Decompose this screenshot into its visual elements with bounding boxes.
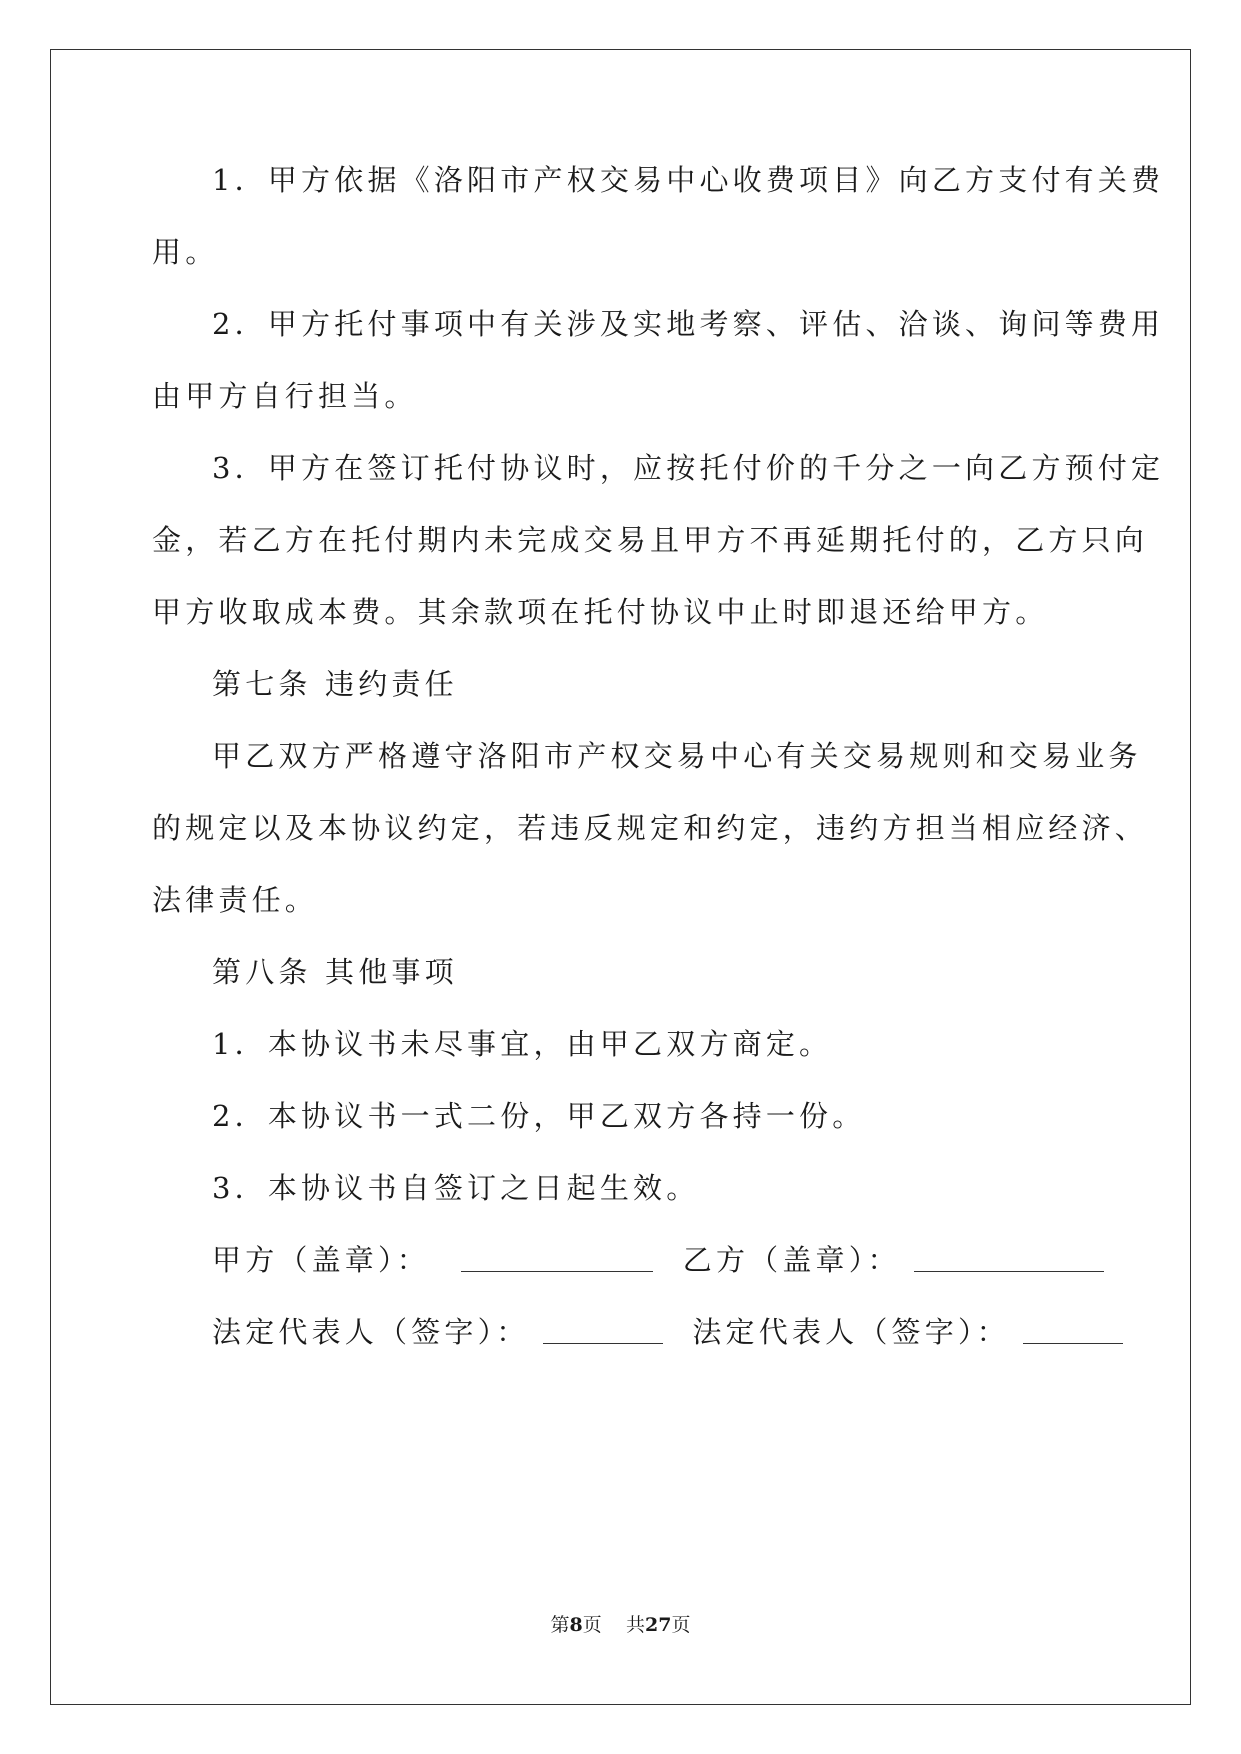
party-a-seal-blank	[461, 1243, 653, 1272]
total-prefix: 共	[625, 1614, 645, 1636]
representative-row	[212, 1312, 1123, 1352]
paragraph-line: 3．甲方在签订托付协议时，应按托付价的千分之一向乙方预付定	[212, 451, 1165, 485]
rep-b-label: 法定代表人（签字）：	[692, 1315, 1010, 1349]
page-frame	[50, 49, 1191, 1705]
paragraph-line: 甲乙双方严格遵守洛阳市产权交易中心有关交易规则和交易业务	[212, 739, 1142, 773]
rep-b-signature-blank	[1023, 1315, 1123, 1344]
party-b-seal-label: 乙方（盖章）：	[682, 1243, 901, 1277]
total-suffix: 页	[671, 1614, 691, 1636]
paragraph-line: 由甲方自行担当。	[152, 379, 418, 413]
paragraph-line: 的规定以及本协议约定，若违反规定和约定，违约方担当相应经济、	[152, 811, 1149, 845]
page-prefix: 第	[550, 1614, 570, 1636]
paragraph-line: 3．本协议书自签订之日起生效。	[212, 1171, 700, 1205]
paragraph-line: 金，若乙方在托付期内未完成交易且甲方不再延期托付的，乙方只向	[152, 523, 1149, 557]
page-footer	[0, 1610, 1241, 1637]
paragraph-line: 1．本协议书未尽事宜，由甲乙双方商定。	[212, 1027, 833, 1061]
paragraph-line: 甲方收取成本费。其余款项在托付协议中止时即退还给甲方。	[152, 595, 1049, 629]
page-suffix: 页	[582, 1614, 602, 1636]
paragraph-line: 1．甲方依据《洛阳市产权交易中心收费项目》向乙方支付有关费	[212, 163, 1165, 197]
paragraph-line: 2．甲方托付事项中有关涉及实地考察、评估、洽谈、询问等费用	[212, 307, 1165, 341]
total-pages: 27	[644, 1614, 672, 1636]
party-b-seal-blank	[914, 1243, 1104, 1272]
rep-a-label: 法定代表人（签字）：	[212, 1315, 530, 1349]
section-heading: 第八条 其他事项	[212, 955, 458, 989]
section-heading: 第七条 违约责任	[212, 667, 458, 701]
seal-row	[212, 1240, 1104, 1280]
rep-a-signature-blank	[543, 1315, 663, 1344]
paragraph-line: 法律责任。	[152, 883, 319, 917]
party-a-seal-label: 甲方（盖章）：	[212, 1243, 430, 1277]
page-number: 8	[569, 1614, 583, 1636]
paragraph-line: 2．本协议书一式二份，甲乙双方各持一份。	[212, 1099, 866, 1133]
paragraph-line: 用。	[152, 235, 219, 269]
